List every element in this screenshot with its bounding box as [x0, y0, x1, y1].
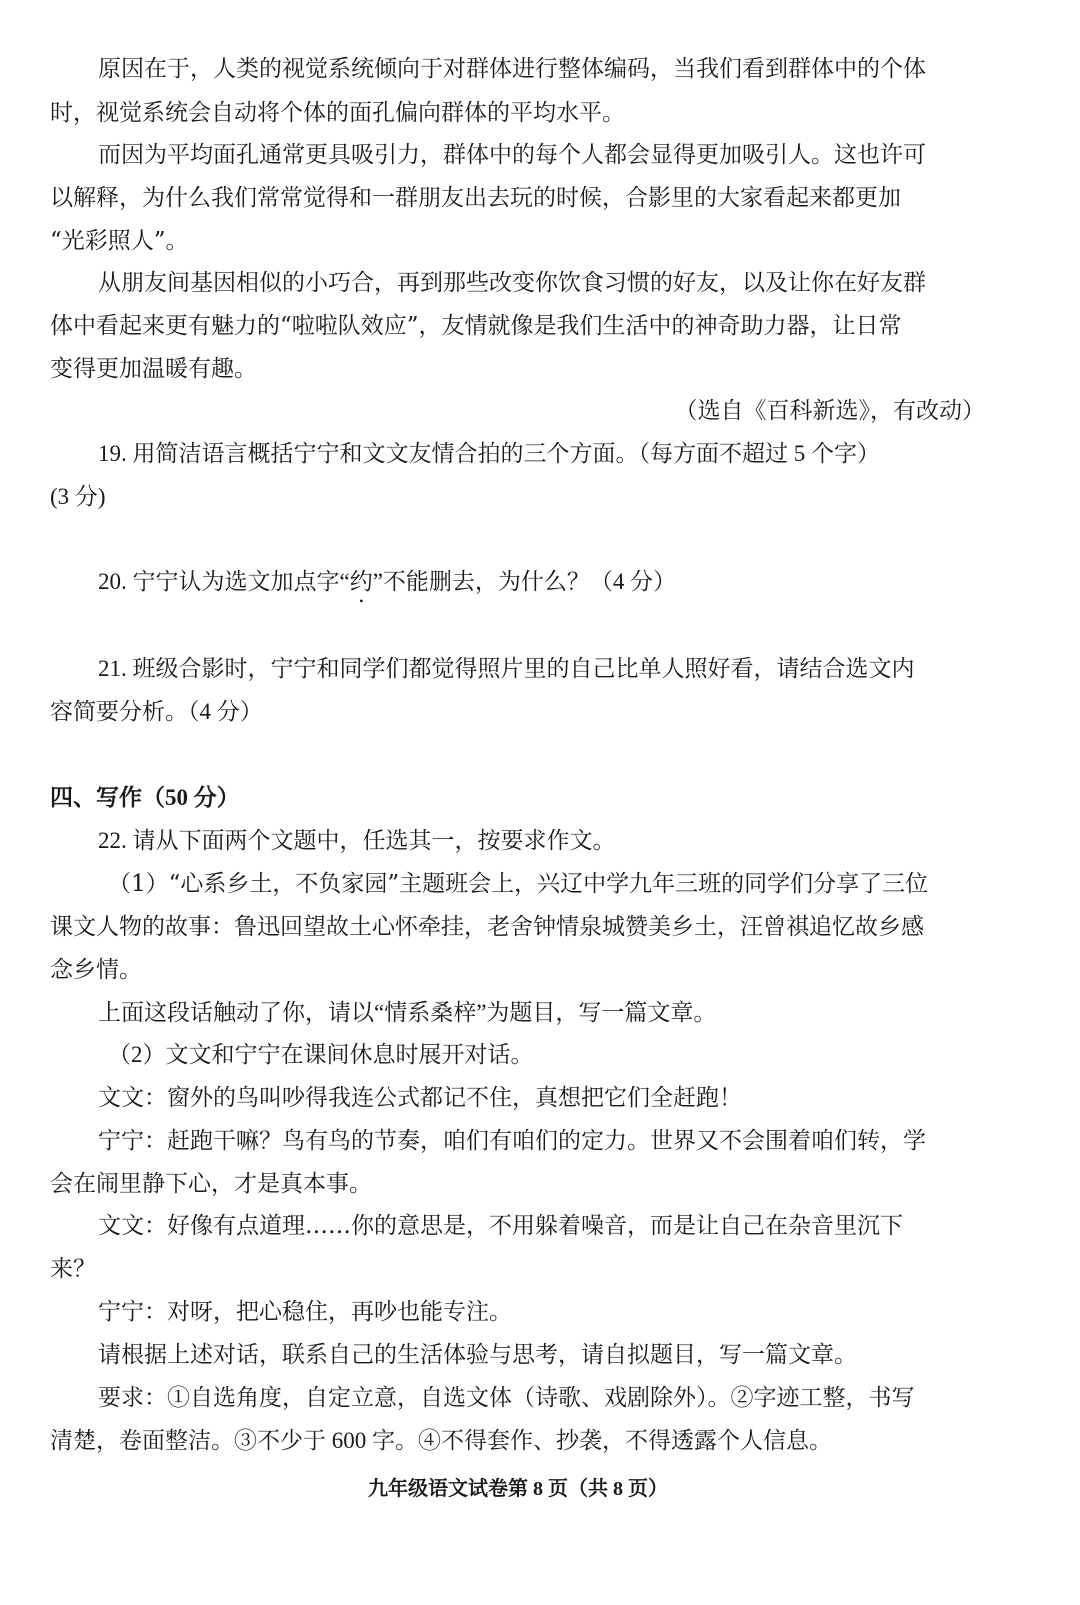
passage-line: 而因为平均面孔通常更具吸引力，群体中的每个人都会显得更加吸引人。这也许可: [98, 142, 926, 168]
topic-2-intro: （2）文文和宁宁在课间休息时展开对话。: [108, 1042, 534, 1067]
topic-1-task: 上面这段话触动了你，请以“情系桑梓”为题目，写一篇文章。: [98, 1000, 717, 1025]
dialogue-line: 宁宁：赶跑干嘛？鸟有鸟的节奏，咱们有咱们的定力。世界又不会围着咱们转，学: [98, 1128, 926, 1154]
passage-source: （选自《百科新选》，有改动）: [674, 398, 985, 423]
question-21: 21. 班级合影时，宁宁和同学们都觉得照片里的自己比单人照好看，请结合选文内: [98, 656, 915, 681]
passage-line: 从朋友间基因相似的小巧合，再到那些改变你饮食习惯的好友，以及让你在好友群: [98, 270, 926, 296]
writing-requirements-cont: 清楚，卷面整洁。③不少于 600 字。④不得套作、抄袭，不得透露个人信息。: [50, 1428, 832, 1453]
question-19-score: (3 分): [50, 484, 106, 509]
question-21-cont: 容简要分析。（4 分）: [50, 699, 263, 724]
dialogue-line: 来？: [50, 1256, 96, 1282]
dialogue-line: 会在闹里静下心，才是真本事。: [50, 1171, 372, 1197]
question-20-text-b: ”不能删去，为什么？（4 分）: [372, 569, 677, 594]
dialogue-line: 宁宁：对呀，把心稳住，再吵也能专注。: [98, 1299, 512, 1325]
passage-line: 以解释，为什么我们常常觉得和一群朋友出去玩的时候，合影里的大家看起来都更加: [50, 185, 901, 211]
page-footer: 九年级语文试卷第 8 页（共 8 页）: [368, 1478, 668, 1500]
question-19: 19. 用简洁语言概括宁宁和文文友情合拍的三个方面。（每方面不超过 5 个字）: [98, 441, 880, 466]
dialogue-line: 文文：窗外的鸟叫吵得我连公式都记不住，真想把它们全赶跑！: [98, 1085, 742, 1111]
topic-1-cont: 课文人物的故事：鲁迅回望故土心怀牵挂，老舍钟情泉城赞美乡土，汪曾祺追忆故乡感: [50, 914, 924, 940]
passage-line: 变得更加温暖有趣。: [50, 356, 257, 382]
passage-line: 原因在于，人类的视觉系统倾向于对群体进行整体编码，当我们看到群体中的个体: [98, 56, 926, 82]
passage-line: “光彩照人”。: [50, 228, 189, 254]
topic-2-task: 请根据上述对话，联系自己的生活体验与思考，请自拟题目，写一篇文章。: [98, 1342, 857, 1368]
section-heading-writing: 四、写作（50 分）: [50, 785, 240, 810]
question-20: [98, 567, 676, 608]
question-22: 22. 请从下面两个文题中，任选其一，按要求作文。: [98, 828, 616, 853]
dotted-character: 约: [349, 569, 373, 594]
dialogue-line: 文文：好像有点道理……你的意思是，不用躲着噪音，而是让自己在杂音里沉下: [98, 1213, 903, 1239]
question-20-text-a: 20. 宁宁认为选文加点字“: [98, 569, 350, 594]
topic-1-cont: 念乡情。: [50, 957, 142, 983]
passage-line: 时，视觉系统会自动将个体的面孔偏向群体的平均水平。: [50, 100, 625, 126]
topic-1: （1）“心系乡土，不负家园”主题班会上，兴辽中学九年三班的同学们分享了三位: [108, 871, 929, 897]
passage-line: 体中看起来更有魅力的“啦啦队效应”，友情就像是我们生活中的神奇助力器，让日常: [50, 313, 902, 339]
writing-requirements: 要求：①自选角度，自定立意，自选文体（诗歌、戏剧除外）。②字迹工整，书写: [98, 1385, 915, 1410]
